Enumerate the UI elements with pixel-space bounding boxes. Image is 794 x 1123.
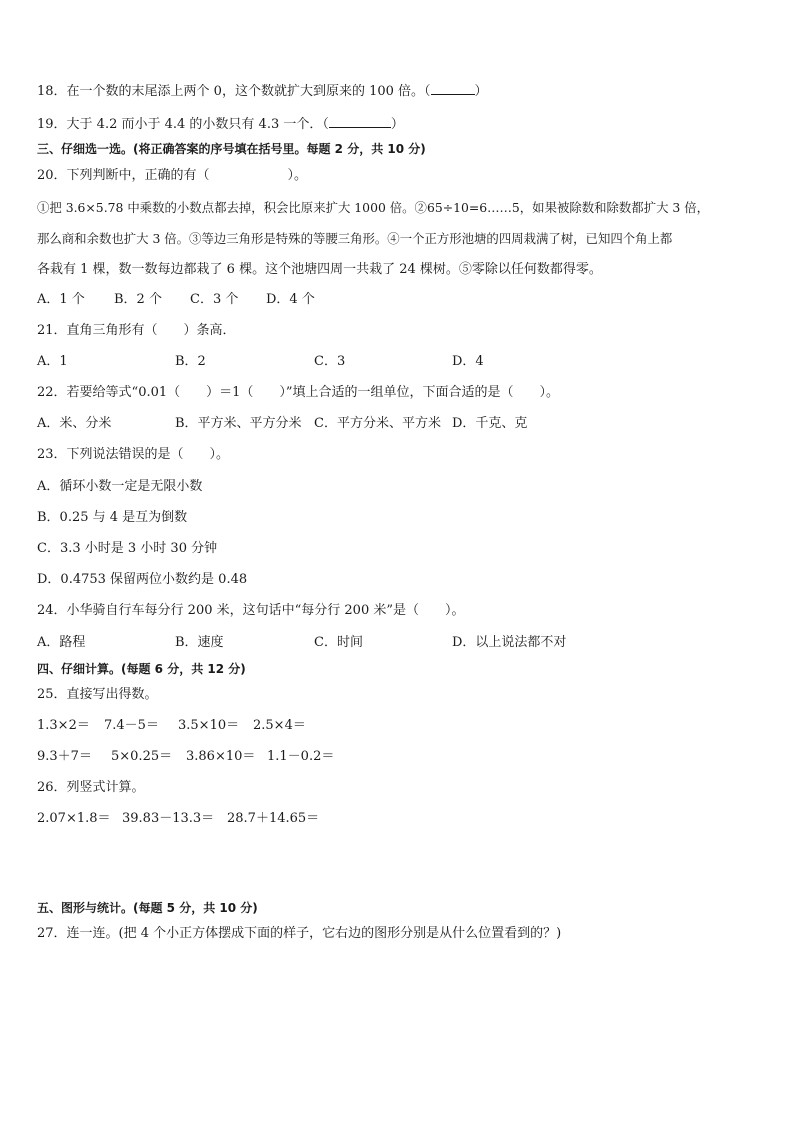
question-26-stem: 26．列竖式计算。 — [37, 780, 145, 795]
option-c[interactable]: C．3 — [314, 354, 346, 369]
section-5-heading: 五、图形与统计。(每题 5 分，共 10 分) — [37, 901, 258, 915]
calc-item: 2.07×1.8＝ — [37, 811, 111, 826]
calc-item: 39.83－13.3＝ — [122, 811, 215, 826]
option-a[interactable]: A．米、分米 — [37, 416, 112, 431]
question-23-stem: 23．下列说法错误的是（ ）。 — [37, 447, 230, 462]
option-a[interactable]: A．循环小数一定是无限小数 — [37, 479, 203, 494]
question-18: 18．在一个数的末尾添上两个 0，这个数就扩大到原来的 100 倍。（ ） — [37, 84, 488, 99]
question-18-text: 18．在一个数的末尾添上两个 0，这个数就扩大到原来的 100 倍。（ — [37, 84, 431, 99]
question-20-line-1: ①把 3.6×5.78 中乘数的小数点都去掉，积会比原来扩大 1000 倍。②65÷10=6……5，如果被除数和除数都扩大 3 倍， — [37, 200, 710, 215]
option-b[interactable]: B．平方米、平方分米 — [175, 416, 302, 431]
calc-item: 1.3×2＝ — [37, 718, 90, 733]
calc-item: 5×0.25＝ — [111, 749, 173, 764]
question-22-stem: 22．若要给等式“0.01（ ）＝1（ ）”填上合适的一组单位，下面合适的是（ ）。 — [37, 385, 560, 400]
question-25-stem: 25．直接写出得数。 — [37, 687, 158, 702]
option-a[interactable]: A．1 个 — [37, 292, 85, 307]
calc-item: 3.86×10＝ — [186, 749, 256, 764]
option-a[interactable]: A．路程 — [37, 635, 86, 650]
question-20-line-3: 各栽有 1 棵，数一数每边都栽了 6 棵。这个池塘四周一共栽了 24 棵树。⑤零除以任何数都得零。 — [37, 262, 602, 277]
option-c[interactable]: C．3 个 — [190, 292, 239, 307]
option-c[interactable]: C．3.3 小时是 3 小时 30 分钟 — [37, 541, 218, 556]
question-20-line-2: 那么商和余数也扩大 3 倍。③等边三角形是特殊的等腰三角形。④一个正方形池塘的四周栽满了树，已知四个角上都 — [37, 231, 673, 246]
option-d[interactable]: D．4 个 — [266, 292, 315, 307]
question-24-stem: 24．小华骑自行车每分行 200 米，这句话中“每分行 200 米”是（ ）。 — [37, 603, 465, 618]
section-4-heading: 四、仔细计算。(每题 6 分，共 12 分) — [37, 662, 246, 676]
section-3-heading: 三、仔细选一选。(将正确答案的序号填在括号里。每题 2 分，共 10 分) — [37, 142, 426, 156]
option-a[interactable]: A．1 — [37, 354, 68, 369]
option-c[interactable]: C．时间 — [314, 635, 363, 650]
question-20-stem: 20．下列判断中，正确的有（ ）。 — [37, 168, 308, 183]
option-d[interactable]: D．0.4753 保留两位小数约是 0.48 — [37, 572, 248, 587]
question-19-text: 19．大于 4.2 而小于 4.4 的小数只有 4.3 一个．（ — [37, 117, 329, 132]
option-b[interactable]: B．速度 — [175, 635, 224, 650]
answer-blank[interactable] — [431, 82, 475, 95]
calc-item: 7.4－5＝ — [104, 718, 159, 733]
question-21-stem: 21．直角三角形有（ ）条高． — [37, 323, 236, 338]
option-b[interactable]: B．0.25 与 4 是互为倒数 — [37, 510, 188, 525]
answer-blank[interactable] — [329, 115, 391, 128]
option-b[interactable]: B．2 个 — [114, 292, 162, 307]
question-27-stem: 27．连一连。(把 4 个小正方体摆成下面的样子，它右边的图形分别是从什么位置看到的？) — [37, 926, 562, 941]
calc-item: 1.1－0.2＝ — [267, 749, 335, 764]
option-d[interactable]: D．千克、克 — [452, 416, 528, 431]
question-19: 19．大于 4.2 而小于 4.4 的小数只有 4.3 一个．（ ） — [37, 117, 404, 132]
calc-item: 3.5×10＝ — [178, 718, 240, 733]
option-b[interactable]: B．2 — [175, 354, 206, 369]
option-d[interactable]: D．以上说法都不对 — [452, 635, 567, 650]
calc-item: 2.5×4＝ — [253, 718, 306, 733]
option-d[interactable]: D．4 — [452, 354, 484, 369]
calc-item: 28.7＋14.65＝ — [227, 811, 320, 826]
option-c[interactable]: C．平方分米、平方米 — [314, 416, 441, 431]
calc-item: 9.3＋7＝ — [37, 749, 92, 764]
